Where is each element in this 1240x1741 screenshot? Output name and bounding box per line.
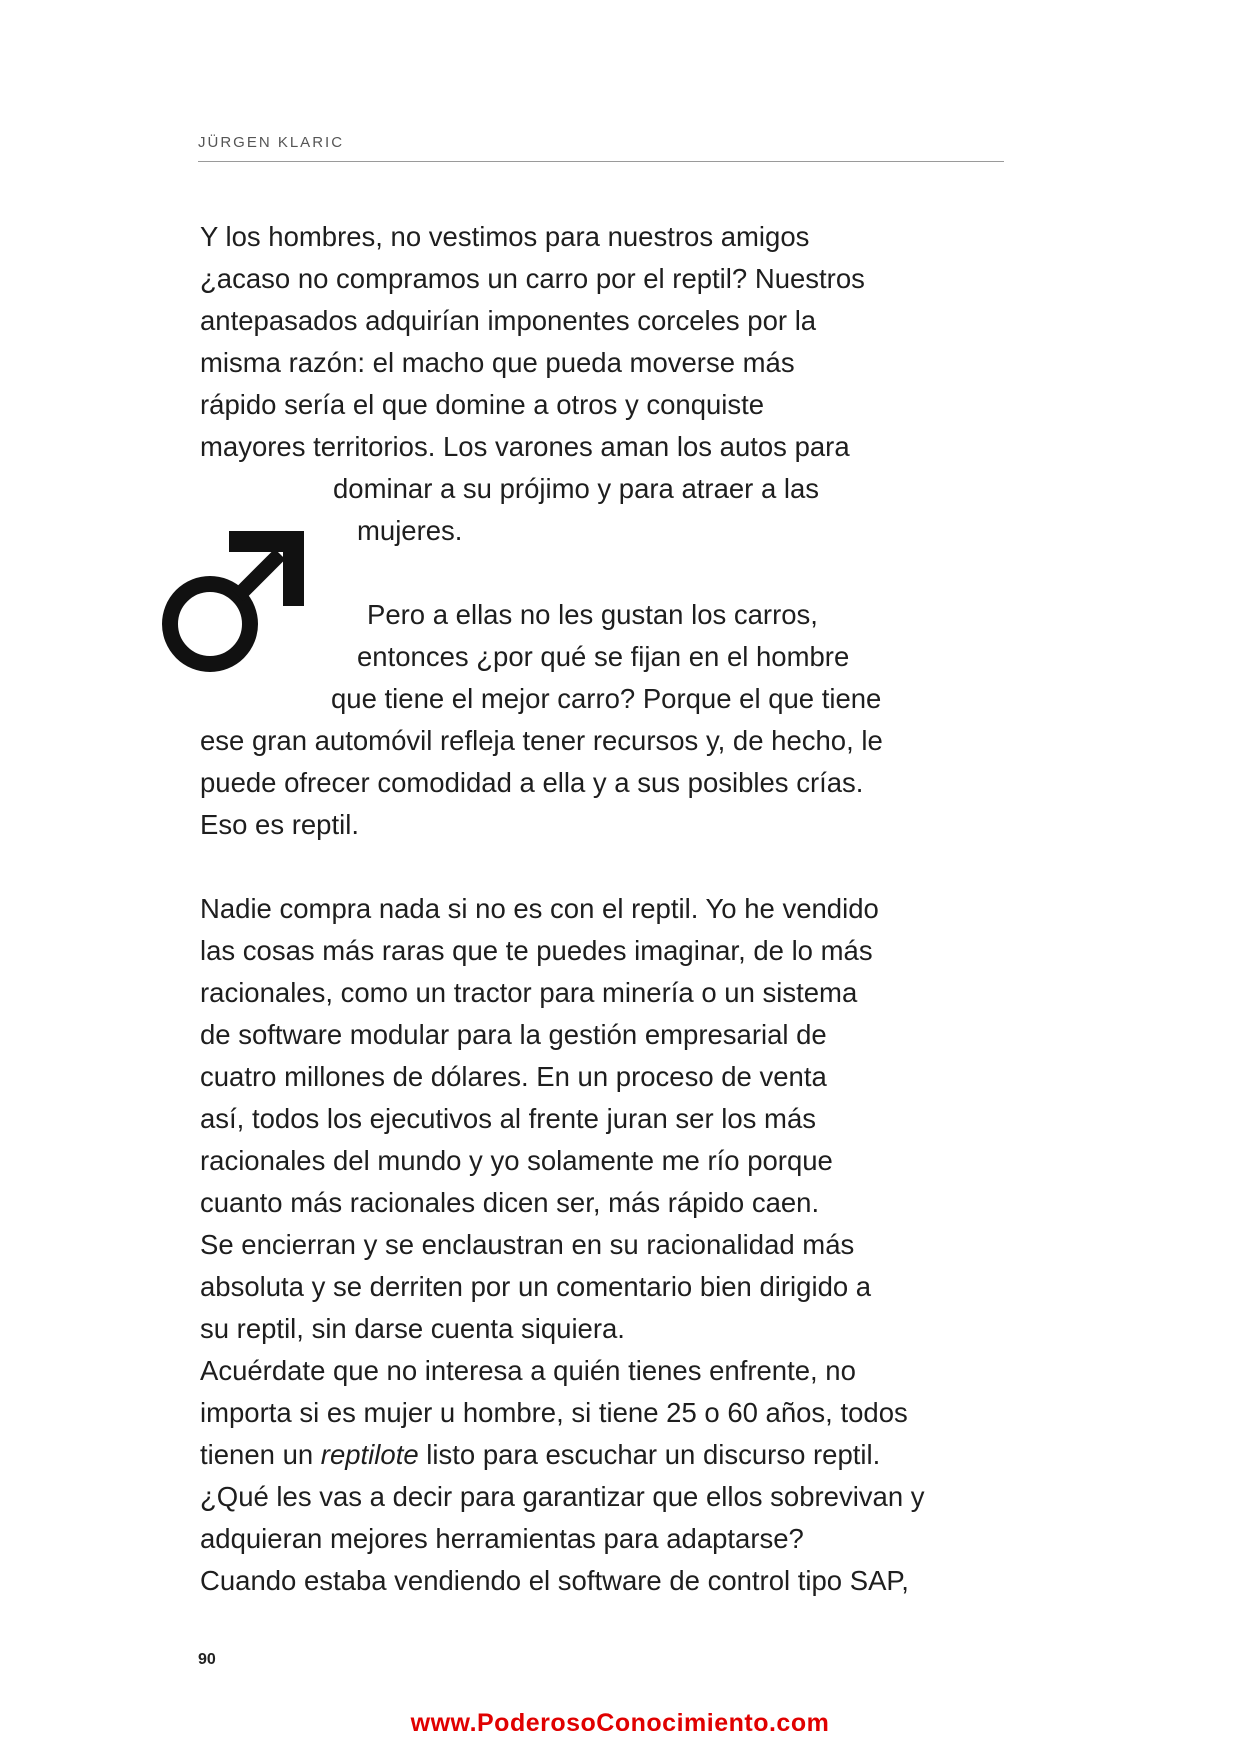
footer-website-link[interactable]: www.PoderosoConocimiento.com (410, 1709, 830, 1737)
text-line: las cosas más raras que te puedes imaginar, de lo más (200, 935, 873, 966)
text-line: rápido sería el que domine a otros y conquiste (200, 389, 765, 420)
author-name: JÜRGEN KLARIC (198, 134, 345, 151)
text-line: Pero a ellas no les gustan los carros, (367, 599, 818, 630)
text-line: antepasados adquirían imponentes corceles por la (200, 305, 817, 336)
text-line: Cuando estaba vendiendo el software de control tipo SAP, (200, 1565, 909, 1596)
text-line: importa si es mujer u hombre, si tiene 25 o 60 años, todos (200, 1397, 908, 1428)
text-line: de software modular para la gestión empresarial de (200, 1019, 827, 1050)
text-line: ese gran automóvil refleja tener recursos y, de hecho, le (200, 725, 883, 756)
text-line: así, todos los ejecutivos al frente juran ser los más (200, 1103, 816, 1134)
text-line: mujeres. (357, 515, 463, 546)
text-line: puede ofrecer comodidad a ella y a sus posibles crías. (200, 767, 864, 798)
text-line: Acuérdate que no interesa a quién tienes enfrente, no (200, 1355, 856, 1386)
text-line: dominar a su prójimo y para atraer a las (333, 473, 820, 504)
text-line: Eso es reptil. (200, 809, 359, 840)
text-line: Y los hombres, no vestimos para nuestros amigos (200, 221, 810, 252)
page-number: 90 (198, 1651, 216, 1668)
text-line: Nadie compra nada si no es con el reptil. Yo he vendido (200, 893, 879, 924)
italic-word: reptilote (320, 1439, 419, 1470)
male-symbol-icon (152, 522, 312, 682)
text-line: adquieran mejores herramientas para adaptarse? (200, 1523, 804, 1554)
text-line: ¿acaso no compramos un carro por el reptil? Nuestros (200, 263, 865, 294)
running-header (198, 134, 1004, 162)
text-line: su reptil, sin darse cuenta siquiera. (200, 1313, 625, 1344)
text-line: Se encierran y se enclaustran en su racionalidad más (200, 1229, 855, 1260)
text-line: entonces ¿por qué se fijan en el hombre (357, 641, 850, 672)
text-segment: listo para escuchar un discurso reptil. (418, 1439, 881, 1470)
text-line: racionales del mundo y yo solamente me río porque (200, 1145, 833, 1176)
text-line: racionales, como un tractor para minería o un sistema (200, 977, 858, 1008)
text-line: absoluta y se derriten por un comentario bien dirigido a (200, 1271, 872, 1302)
text-line: que tiene el mejor carro? Porque el que tiene (331, 683, 882, 714)
text-line: cuatro millones de dólares. En un proceso de venta (200, 1061, 827, 1092)
text-segment: tienen un (200, 1439, 321, 1470)
text-line: mayores territorios. Los varones aman los autos para (200, 431, 850, 462)
text-line: ¿Qué les vas a decir para garantizar que ellos sobrevivan y (200, 1481, 925, 1512)
text-line: misma razón: el macho que pueda moverse más (200, 347, 795, 378)
text-line: cuanto más racionales dicen ser, más rápido caen. (200, 1187, 820, 1218)
text-line (200, 1441, 880, 1469)
